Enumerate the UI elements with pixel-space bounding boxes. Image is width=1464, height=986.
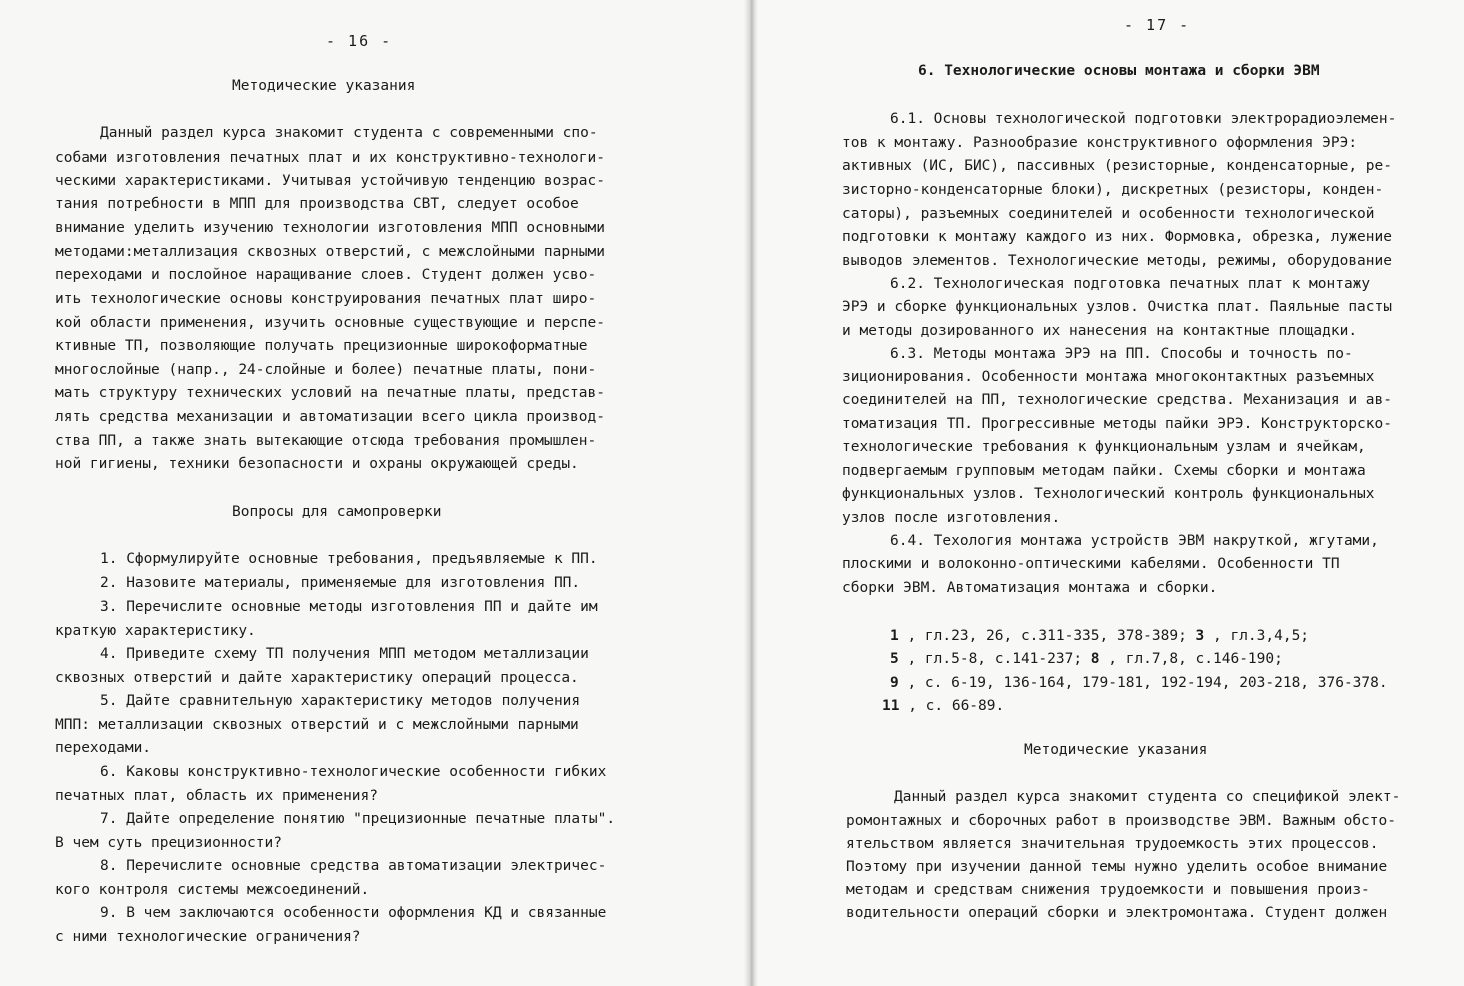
text-line: зисторно-конденсаторные блоки), дискретных (резисторы, конден-	[842, 182, 1384, 198]
text-line: 6.2. Технологическая подготовка печатных плат к монтажу	[890, 276, 1371, 292]
text-line: томатизация ТП. Прогрессивные методы пайки ЭРЭ. Конструкторско-	[842, 416, 1392, 432]
text-line: многослойные (напр., 24-слойные и более) печатные платы, пони-	[55, 362, 597, 378]
text-line: тов к монтажу. Разнообразие конструктивного оформления ЭРЭ:	[842, 135, 1358, 151]
text-line: подготовки к монтажу каждого из них. Формовка, обрезка, лужение	[842, 229, 1392, 245]
list-item: МПП: металлизации сквозных отверстий и с межслойными парными	[55, 717, 579, 733]
text-line: сборки ЭВМ. Автоматизация монтажа и сборки.	[842, 580, 1218, 596]
text-line: технологические требования к функциональным узлам и ячейкам,	[842, 439, 1366, 455]
list-item: печатных плат, область их применения?	[55, 788, 379, 804]
text-line: ить технологические основы конструирования печатных плат широ-	[55, 291, 597, 307]
section-title: Методические указания	[232, 78, 416, 94]
text-line: выводов элементов. Технологические методы, режимы, оборудование	[842, 253, 1392, 269]
list-item: 3. Перечислите основные методы изготовления ПП и дайте им	[100, 599, 598, 615]
reference-number: 1	[890, 628, 899, 644]
reference-text: , с. 6-19, 136-164, 179-181, 192-194, 203-218, 376-378.	[898, 675, 1388, 691]
reference-text: , гл.23, 26, с.311-335, 378-389;	[898, 628, 1196, 644]
chapter-title: 6. Технологические основы монтажа и сборки ЭВМ	[918, 63, 1320, 79]
text-line: функциональных узлов. Технологический контроль функциональных	[842, 486, 1375, 502]
list-item: 9. В чем заключаются особенности оформления КД и связанные	[100, 905, 607, 921]
text-line: узлов после изготовления.	[842, 510, 1061, 526]
text-line: мать структуру технических условий на печатные платы, представ-	[55, 385, 605, 401]
text-line: саторы), разъемных соединителей и особенности технологической	[842, 206, 1375, 222]
text-line: ческими характеристиками. Учитывая устойчивую тенденцию возрас-	[55, 173, 605, 189]
book-gutter	[744, 0, 758, 986]
text-line: Поэтому при изучении данной темы нужно уделить особое внимание	[846, 859, 1388, 875]
list-item: краткую характеристику.	[55, 623, 256, 639]
text-line: лять средства механизации и автоматизации всего цикла производ-	[55, 409, 605, 425]
text-line: водительности операций сборки и электромонтажа. Студент должен	[846, 905, 1388, 921]
text-line: тания потребности в МПП для производства СВТ, следует особое	[55, 196, 579, 212]
list-item: 1. Сформулируйте основные требования, предъявляемые к ПП.	[100, 551, 598, 567]
text-line: ной гигиены, техники безопасности и охраны окружающей среды.	[55, 456, 579, 472]
text-line: Данный раздел курса знакомит студента со спецификой элект-	[894, 789, 1401, 805]
reference-number: 8	[1090, 651, 1100, 667]
reference-number: 11	[882, 698, 900, 714]
reference-line	[890, 676, 1388, 691]
list-item: 5. Дайте сравнительную характеристику методов получения	[100, 693, 581, 709]
list-item: 8. Перечислите основные средства автоматизации электричес-	[100, 858, 607, 874]
text-line: внимание уделить изучению технологии изготовления МПП основными	[55, 220, 605, 236]
section-title: Вопросы для самопроверки	[232, 504, 442, 520]
text-line: ЭРЭ и сборке функциональных узлов. Очистка плат. Паяльные пасты	[842, 299, 1392, 315]
text-line: подвергаемым групповым методам пайки. Схемы сборки и монтажа	[842, 463, 1366, 479]
list-item: кого контроля системы межсоединений.	[55, 882, 370, 898]
list-item: с ними технологические ограничения?	[55, 929, 361, 945]
reference-line	[890, 629, 1309, 644]
text-line: ства ПП, а также знать вытекающие отсюда требования промышлен-	[55, 433, 597, 449]
page-number: - 16 -	[326, 32, 393, 50]
section-title: Методические указания	[1024, 742, 1208, 758]
page-number: - 17 -	[1124, 16, 1191, 34]
text-line: переходами и послойное наращивание слоев. Студент должен усво-	[55, 267, 597, 283]
text-line: собами изготовления печатных плат и их конструктивно-технологи-	[55, 150, 605, 166]
list-item: 4. Приведите схему ТП получения МПП методом металлизации	[100, 646, 589, 662]
reference-line	[882, 699, 1004, 714]
text-line: Данный раздел курса знакомит студента с современными спо-	[100, 125, 598, 141]
text-line: методам и средствам снижения трудоемкости и повышения произ-	[846, 882, 1370, 898]
reference-line	[890, 652, 1283, 667]
reference-number: 3	[1195, 628, 1205, 644]
text-line: 6.3. Методы монтажа ЭРЭ на ПП. Способы и точность по-	[890, 346, 1353, 362]
list-item: В чем суть прецизионности?	[55, 835, 282, 851]
text-line: и методы дозированного их нанесения на контактные площадки.	[842, 323, 1358, 339]
text-line: 6.1. Основы технологической подготовки электрорадиоэлемен-	[890, 111, 1397, 127]
list-item: сквозных отверстий и дайте характеристику операций процесса.	[55, 670, 579, 686]
text-line: 6.4. Техология монтажа устройств ЭВМ накруткой, жгутами,	[890, 533, 1379, 549]
text-line: ктивные ТП, позволяющие получать прецизионные широкоформатные	[55, 338, 588, 354]
right-page	[752, 0, 1464, 986]
reference-number: 9	[890, 675, 899, 691]
text-line: ромонтажных и сборочных работ в производстве ЭВМ. Важным обсто-	[846, 813, 1396, 829]
list-item: 6. Каковы конструктивно-технологические особенности гибких	[100, 764, 607, 780]
text-line: методами:металлизация сквозных отверстий, с межслойными парными	[55, 244, 605, 260]
list-item: 2. Назовите материалы, применяемые для изготовления ПП.	[100, 575, 581, 591]
text-line: ятельством является значительная трудоемкость этих процессов.	[846, 836, 1379, 852]
text-line: плоскими и волоконно-оптическими кабелями. Особенности ТП	[842, 556, 1340, 572]
text-line: активных (ИС, БИС), пассивных (резисторные, конденсаторные, ре-	[842, 158, 1392, 174]
list-item: 7. Дайте определение понятию "прецизионные печатные платы".	[100, 811, 616, 827]
reference-text: , гл.7,8, с.146-190;	[1099, 651, 1283, 667]
reference-text: , гл.5-8, с.141-237;	[898, 651, 1091, 667]
reference-number: 5	[890, 651, 899, 667]
text-line: зиционирования. Особенности монтажа многоконтактных разъемных	[842, 369, 1375, 385]
text-line: соединителей на ПП, технологические средства. Механизация и ав-	[842, 392, 1392, 408]
text-line: кой области применения, изучить основные существующие и перспе-	[55, 315, 605, 331]
reference-text: , с. 66-89.	[899, 698, 1005, 714]
list-item: переходами.	[55, 740, 152, 756]
reference-text: , гл.3,4,5;	[1204, 628, 1310, 644]
